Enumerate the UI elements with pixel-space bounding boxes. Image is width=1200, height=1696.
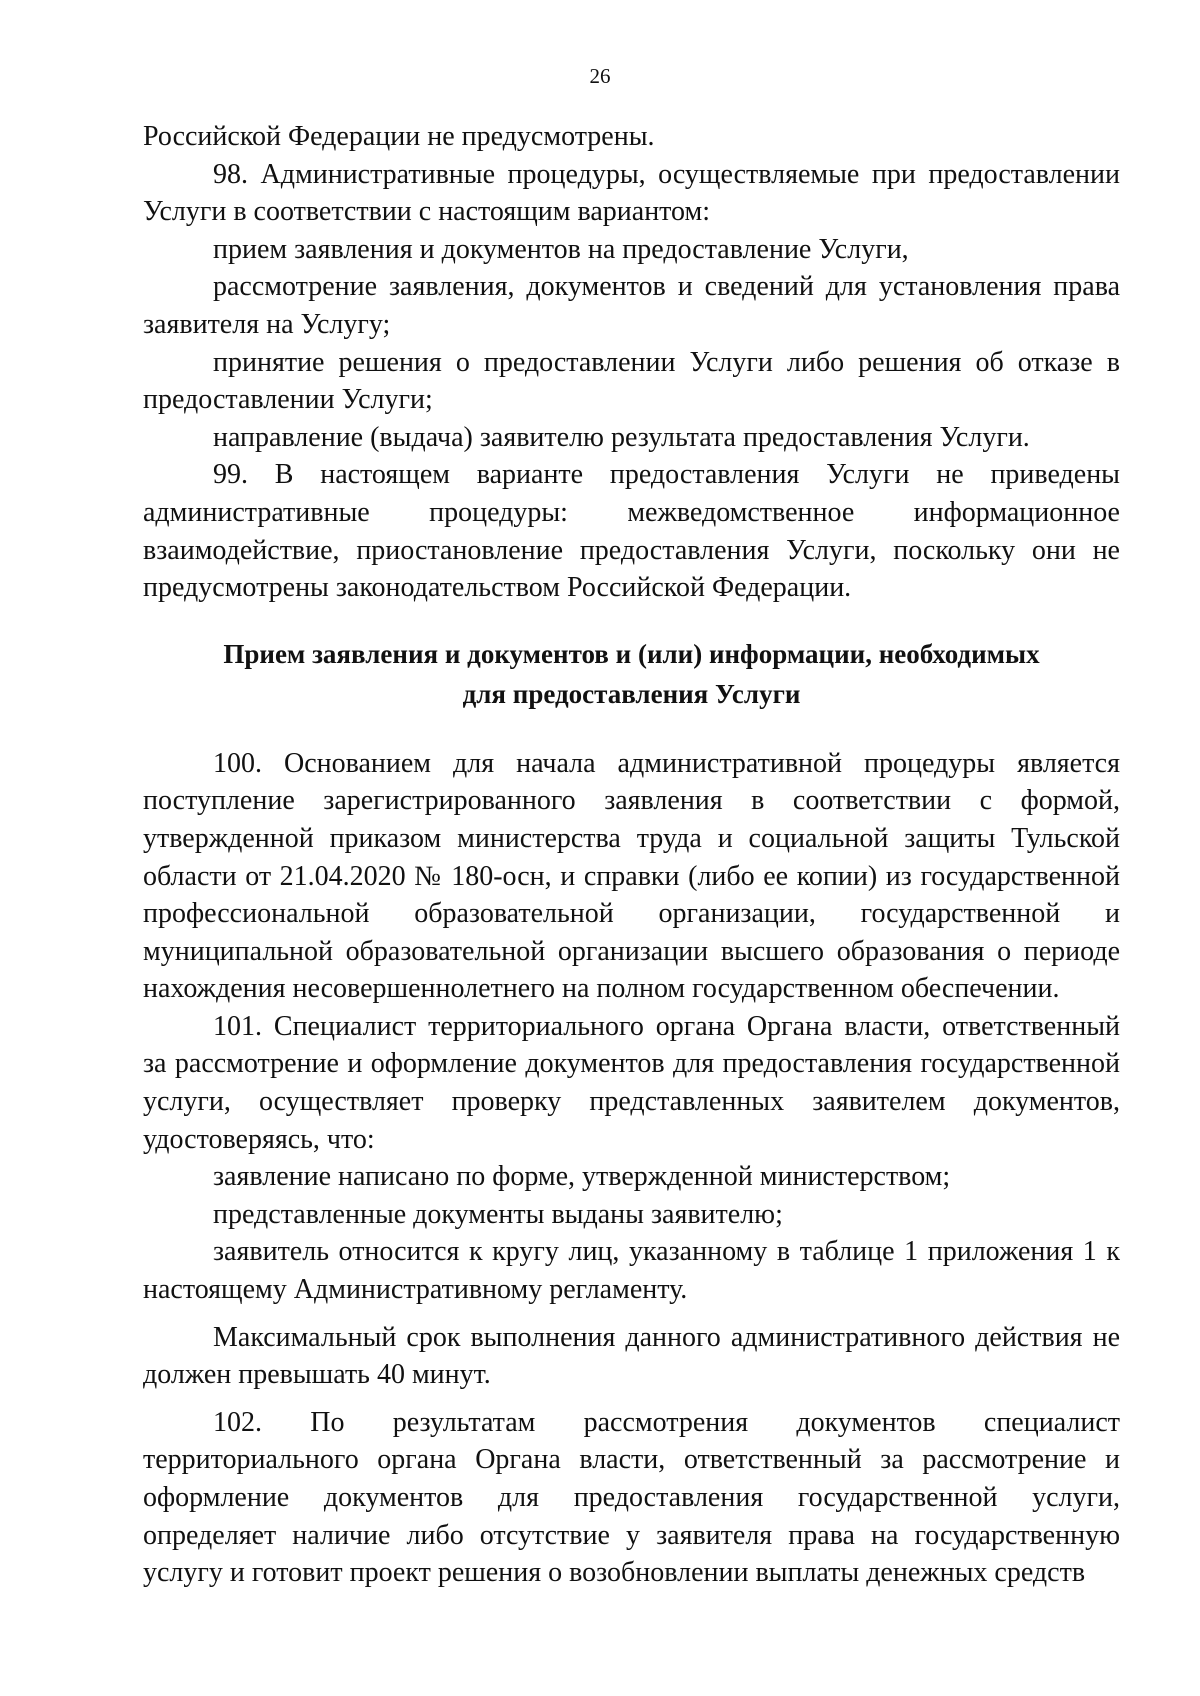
- list-item-check-3: заявитель относится к кругу лиц, указанному в таблице 1 приложения 1 к настоящему Административному регламенту.: [143, 1236, 1120, 1306]
- list-item-procedure-1: прием заявления и документов на предоставление Услуги,: [213, 233, 909, 265]
- section-heading: [143, 634, 1120, 714]
- section-heading-line-1: Прием заявления и документов и (или) информации, необходимых: [223, 638, 1040, 669]
- paragraph-102: 102. По результатам рассмотрения документов специалист территориального органа Органа власти, ответственный за рассмотрение и оформление документов для предоставления государственной услуги, определяет наличие либо отсутствие у заявителя права на государственную услугу и готовит проект решения о возобновлении выплаты денежных средств: [143, 1406, 1120, 1589]
- paragraph-100: 100. Основанием для начала административной процедуры является поступление зарегистрированного заявления в соответствии с формой, утвержденной приказом министерства труда и социальной защиты Тульской области от 21.04.2020 № 180-осн, и справки (либо ее копии) из государственной профессиональной образовательной организации, государственной и муниципальной образовательной организации высшего образования о периоде нахождения несовершеннолетнего на полном государственном обеспечении.: [143, 747, 1120, 1005]
- paragraph-max-time: Максимальный срок выполнения данного административного действия не должен превышать 40 минут.: [143, 1321, 1120, 1391]
- paragraph-99: 99. В настоящем варианте предоставления Услуги не приведены административные процедуры: межведомственное информационное взаимодействие, приостановление предоставления Услуги, поскольку они не предусмотрены законодательством Российской Федерации.: [143, 459, 1120, 604]
- document-body: [143, 118, 1120, 1592]
- list-item-procedure-4: направление (выдача) заявителю результата предоставления Услуги.: [213, 421, 1030, 453]
- list-item-check-2: представленные документы выданы заявителю;: [213, 1198, 783, 1230]
- paragraph-continuation: Российской Федерации не предусмотрены.: [143, 121, 655, 152]
- section-heading-line-2: для предоставления Услуги: [462, 678, 801, 709]
- list-item-procedure-3: принятие решения о предоставлении Услуги либо решения об отказе в предоставлении Услуги;: [143, 346, 1120, 416]
- paragraph-101: 101. Специалист территориального органа Органа власти, ответственный за рассмотрение и оформление документов для предоставления государственной услуги, осуществляет проверку представленных заявителем документов, удостоверяясь, что:: [143, 1010, 1120, 1155]
- page-number: 26: [589, 64, 611, 88]
- list-item-procedure-2: рассмотрение заявления, документов и сведений для установления права заявителя на Услугу;: [143, 271, 1120, 340]
- list-item-check-1: заявление написано по форме, утвержденной министерством;: [213, 1161, 951, 1193]
- paragraph-98: 98. Административные процедуры, осуществляемые при предоставлении Услуги в соответствии с настоящим вариантом:: [143, 158, 1120, 228]
